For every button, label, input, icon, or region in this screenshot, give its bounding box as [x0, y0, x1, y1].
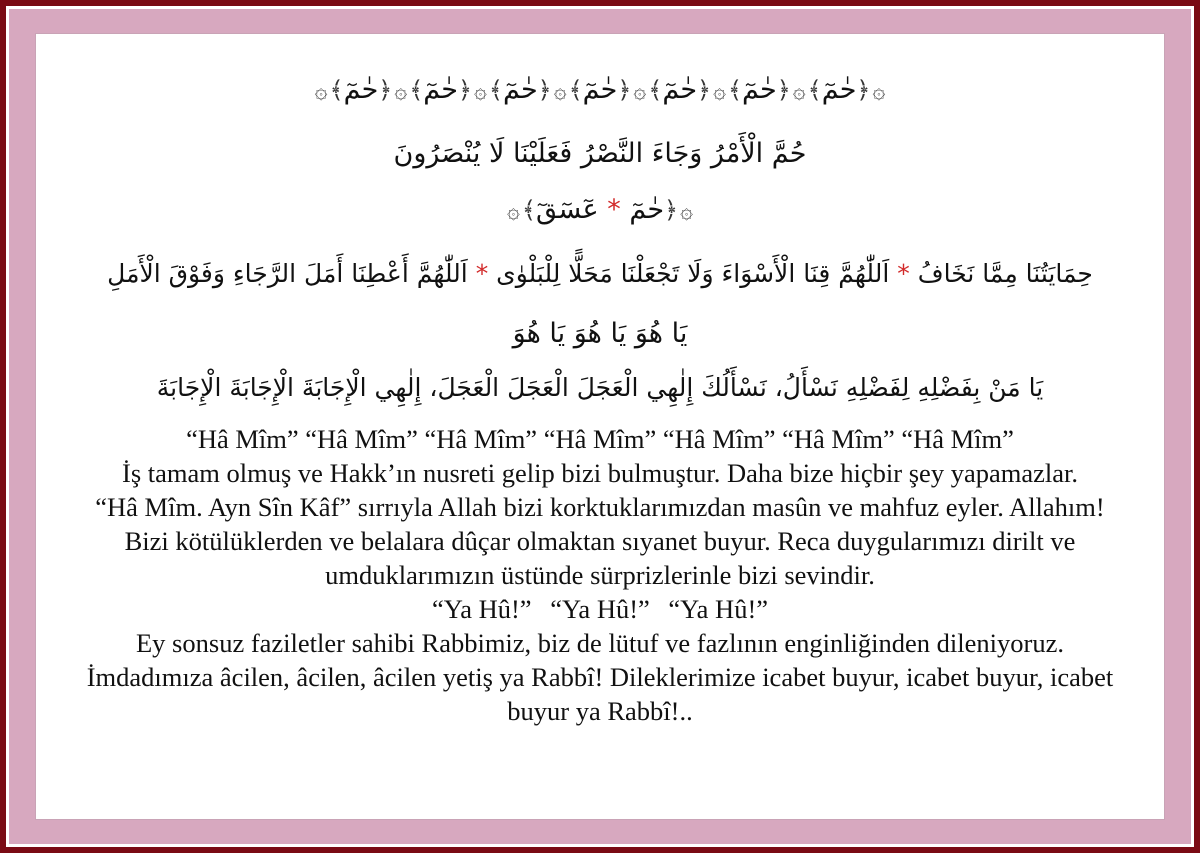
arabic-verse-line: حُمَّ الْأَمْرُ وَجَاءَ النَّصْرُ فَعَلَيْنَا لَا يُنْصَرُونَ [393, 138, 807, 169]
prayer-page [35, 33, 1165, 820]
arabic-prayer-part-2: اَللّٰهُمَّ قِنَا الْأَسْوَاءَ وَلَا تَجْعَلْنَا مَحَلًّا لِلْبَلْوٰى [496, 259, 890, 288]
ornament-icon: ۞ [872, 79, 886, 104]
ha-mim-unit [569, 74, 649, 105]
ha-mim-unit [808, 74, 888, 105]
ya-hu-1: “Ya Hû!” [431, 594, 532, 624]
ornament-icon: ۞ [680, 199, 693, 224]
bracket-icon: ﴾ [521, 196, 536, 224]
ha-mim-unit [409, 74, 489, 105]
bracket-icon: ﴿ [856, 76, 871, 104]
ya-hu-3: “Ya Hû!” [668, 594, 769, 624]
bracket-icon: ﴾ [648, 76, 663, 104]
bracket-icon: ﴾ [409, 76, 424, 104]
red-star-icon: * [607, 194, 621, 225]
turkish-translation [76, 422, 1124, 728]
turkish-paragraph-3: Ey sonsuz faziletler sahibi Rabbimiz, biz de lütuf ve fazlının enginliğinden dileniyoruz. İmdadımıza âcilen, âcilen, âcilen yetiş ya Rabbî! Dileklerimize icabet buyur, icabet buyur, icabet buyur ya Rabbî!.. [86, 628, 1114, 726]
bracket-icon: ﴿ [664, 196, 679, 224]
bracket-icon: ﴾ [807, 76, 822, 104]
ornament-icon: ۞ [633, 79, 647, 104]
bracket-icon: ﴿ [378, 76, 393, 104]
ha-mim-text: حٰمٓ [662, 74, 698, 105]
ha-mim-text: حٰمٓ [821, 74, 857, 105]
ha-mim-unit [728, 74, 808, 105]
arabic-prayer-line [36, 254, 1164, 294]
red-star-icon: * [897, 259, 910, 288]
ornament-icon: ۞ [314, 79, 328, 104]
bracket-icon: ﴿ [697, 76, 712, 104]
arabic-ya-hu-line: يَا هُوَ يَا هُوَ يَا هُوَ [512, 318, 688, 349]
arabic-ha-mim-line [36, 70, 1164, 112]
bracket-icon: ﴾ [488, 76, 503, 104]
ha-mim-unit [489, 74, 569, 105]
turkish-ya-hu-line [76, 592, 1124, 626]
arabic-prayer-part-3: اَللّٰهُمَّ أَعْطِنَا أَمَلَ الرَّجَاءِ وَفَوْقَ الْأَمَلِ [107, 259, 468, 288]
pink-mat [9, 9, 1191, 844]
ornament-icon: ۞ [474, 79, 487, 104]
ornament-icon: ۞ [394, 79, 408, 104]
bracket-icon: ﴿ [776, 76, 791, 104]
turkish-ha-mim-line: “Hâ Mîm” “Hâ Mîm” “Hâ Mîm” “Hâ Mîm” “Hâ Mîm” “Hâ Mîm” “Hâ Mîm” [186, 424, 1014, 454]
ornament-icon: ۞ [553, 79, 567, 104]
arabic-ha-mim-ask-line [36, 190, 1164, 232]
bracket-icon: ﴾ [727, 76, 743, 104]
bracket-icon: ﴾ [568, 76, 583, 104]
bracket-icon: ﴿ [457, 76, 473, 104]
ha-mim-unit [648, 74, 728, 105]
ha-mim-text: حٰمٓ [343, 74, 379, 105]
arabic-supplication-line: يَا مَنْ بِفَضْلِهِ لِفَضْلِهِ نَسْأَلُ، نَسْأَلُكَ إِلٰهِي الْعَجَلَ الْعَجَلَ الْعَجَلَ، إِلٰهِي الْإِجَابَةَ الْإِجَابَةَ الْإِجَابَةَ [156, 373, 1044, 402]
white-border [6, 6, 1194, 847]
ha-mim-text: حٰمٓ [629, 194, 665, 225]
ha-mim-text: حٰمٓ [502, 74, 538, 105]
ornament-icon: ۞ [507, 199, 520, 224]
ha-mim-text: حٰمٓ [582, 74, 618, 105]
turkish-paragraph-1: İş tamam olmuş ve Hakk’ın nusreti gelip bizi bulmuştur. Daha bize hiçbir şey yapamazlar. [122, 458, 1078, 488]
ornament-icon: ۞ [792, 79, 806, 104]
bracket-icon: ﴾ [329, 76, 344, 104]
bracket-icon: ﴿ [537, 76, 552, 104]
red-star-icon: * [475, 259, 489, 288]
ha-mim-text: حٰمٓ [742, 74, 777, 105]
ask-text: عٓسٓقٓ [535, 194, 599, 225]
ha-mim-text: حٰمٓ [423, 74, 458, 105]
ornament-icon: ۞ [713, 79, 726, 104]
ya-hu-2: “Ya Hû!” [550, 594, 650, 624]
bracket-icon: ﴿ [617, 76, 632, 104]
ha-mim-unit [330, 74, 410, 105]
arabic-prayer-part-1: حِمَايَتُنَا مِمَّا نَخَافُ [917, 259, 1093, 288]
turkish-paragraph-2: “Hâ Mîm. Ayn Sîn Kâf” sırrıyla Allah bizi korktuklarımızdan masûn ve mahfuz eyler. Allahım! Bizi kötülüklerden ve belalara dûçar olmaktan sıyanet buyur. Reca duygularımızı dirilt ve umduklarımızın üstünde sürprizlerinle bizi sevindir. [95, 492, 1105, 590]
